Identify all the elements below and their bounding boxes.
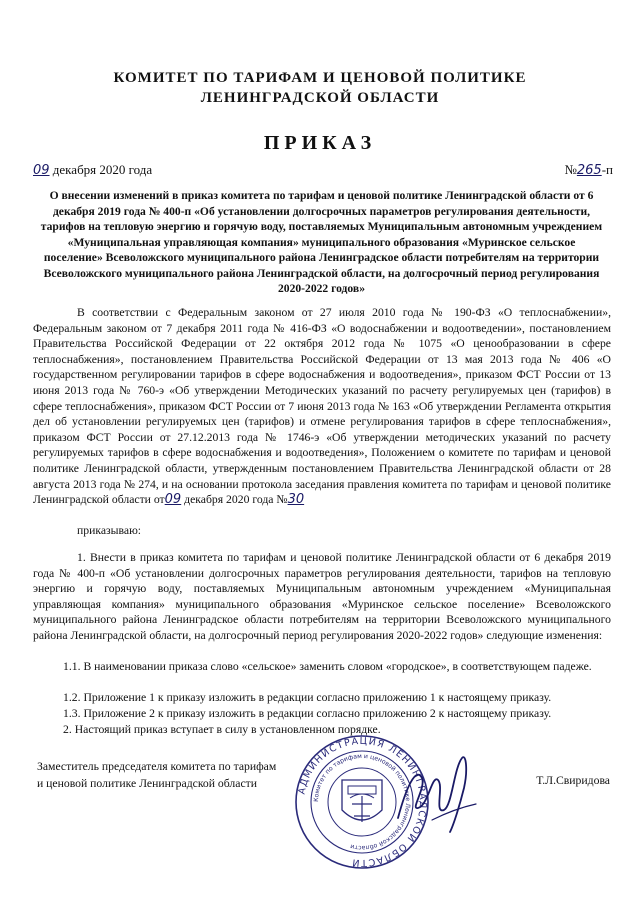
handwritten-number: 265 xyxy=(576,163,602,178)
order-number xyxy=(564,162,613,178)
preamble-paragraph xyxy=(33,305,611,508)
committee-name-line1: КОМИТЕТ ПО ТАРИФАМ И ЦЕНОВОЙ ПОЛИТИКЕ xyxy=(113,70,527,86)
svg-text:Комитет по тарифам и ценовой п: Комитет по тарифам и ценовой политике Ленинградской области xyxy=(312,752,412,852)
committee-name-line2: ЛЕНИНГРАДСКОЙ ОБЛАСТИ xyxy=(200,90,440,106)
signatory-position-line2: и ценовой политике Ленинградской области xyxy=(37,777,257,790)
handwritten-protocol-day: 09 xyxy=(164,492,182,508)
list-item-1-1: 1.1. В наименовании приказа слово «сельское» заменить словом «городское», в соответствующем падеже. xyxy=(63,660,592,673)
svg-text:АДМИНИСТРАЦИЯ ЛЕНИНГРАДСКОЙ ОБ: АДМИНИСТРАЦИЯ ЛЕНИНГРАДСКОЙ ОБЛАСТИ xyxy=(296,735,429,869)
number-sign: № xyxy=(564,162,577,177)
number-suffix: -п xyxy=(601,162,613,177)
handwritten-signature xyxy=(392,748,482,843)
signature-scribble-icon xyxy=(392,748,482,838)
order-subject: О внесении изменений в приказ комитета по тарифам и ценовой политике Ленинградской области от 6 декабря 2019 года № 400-п «Об установлении долгосрочных параметров регулирования деятельности, тарифов на тепловую энергию и горячую воду, поставляемых Муниципальным автономным учреждением «Муниципальная управляющая компания» муниципального образования «Муринское сельское поселение» Всеволожского муниципального района Ленинградское области потребителям на территории Всеволожского муниципального района Ленинградской области, на долгосрочный период регулирования 2020-2022 годов» xyxy=(40,189,603,295)
signatory-name: Т.Л.Свиридова xyxy=(536,774,610,787)
list-item-1-2: 1.2. Приложение 1 к приказу изложить в редакции согласно приложению 1 к настоящему приказу. xyxy=(63,691,552,704)
command-word xyxy=(33,523,611,539)
date-rest: декабря 2020 года xyxy=(49,162,153,177)
date-line xyxy=(33,162,613,178)
list-item-2: 2. Настоящий приказ вступает в силу в установленном порядке. xyxy=(63,723,381,736)
command-word-text: приказываю: xyxy=(77,524,142,537)
preamble-text: В соответствии с Федеральным законом от 27 июля 2010 года № 190-ФЗ «О теплоснабжении», Федеральным законом от 7 декабря 2011 года № 416-ФЗ «О водоснабжении и водоотведении», постановлением Правительства Российской Федерации от 22 октября 2012 года № 1075 «О ценообразовании в сфере теплоснабжения», постановлением Правительства Российской Федерации от 13 мая 2013 года № 406 «О государственном регулировании тарифов в сфере водоснабжения и водоотведения», приказом ФСТ России от 13 июня 2013 года № 760-э «Об утверждении Методических указаний по расчету регулируемых цен (тарифов) в сфере теплоснабжения», приказом ФСТ России от 7 июня 2013 года № 163 «Об утверждении Регламента открытия дел об установлении регулируемых цен (тарифов) и отмене регулирования тарифов в сфере теплоснабжения», приказом ФСТ России от 27.12.2013 года № 1746-э «Об утверждении методических указаний по расчету регулируемых тарифов в сфере водоснабжения и водоотведения», Положением о комитете по тарифам и ценовой политике Ленинградской области, утвержденным постановлением Правительства Ленинградской области от 28 августа 2013 года № 274, и на основании протокола заседания правления комитета по тарифам и ценовой политике Ленинградской области от xyxy=(33,306,611,507)
handwritten-day: 09 xyxy=(33,163,50,178)
document-title: ПРИКАЗ xyxy=(263,132,377,154)
signatory-position-line1: Заместитель председателя комитета по тарифам xyxy=(37,760,277,773)
list-item-1: 1. Внести в приказ комитета по тарифам и ценовой политике Ленинградской области от 6 декабря 2019 года № 400-п «Об установлении долгосрочных параметров регулирования деятельности, тарифов на тепловую энергию и горячую воду, поставляемых Муниципальным автономным учреждением «Муниципальная управляющая компания» муниципального образования «Муринское сельское поселение» Всеволожского муниципального района Ленинградское области потребителям на территории Всеволожского муниципального района Ленинградской области, на долгосрочный период регулирования 2020-2022 годов» следующие изменения: xyxy=(33,551,611,642)
preamble-tail: декабря 2020 года № xyxy=(181,493,288,507)
handwritten-protocol-number: 30 xyxy=(287,492,305,508)
list-item-1-3: 1.3. Приложение 2 к приказу изложить в редакции согласно приложению 2 к настоящему приказу. xyxy=(63,707,552,720)
signatory-position xyxy=(37,758,276,792)
